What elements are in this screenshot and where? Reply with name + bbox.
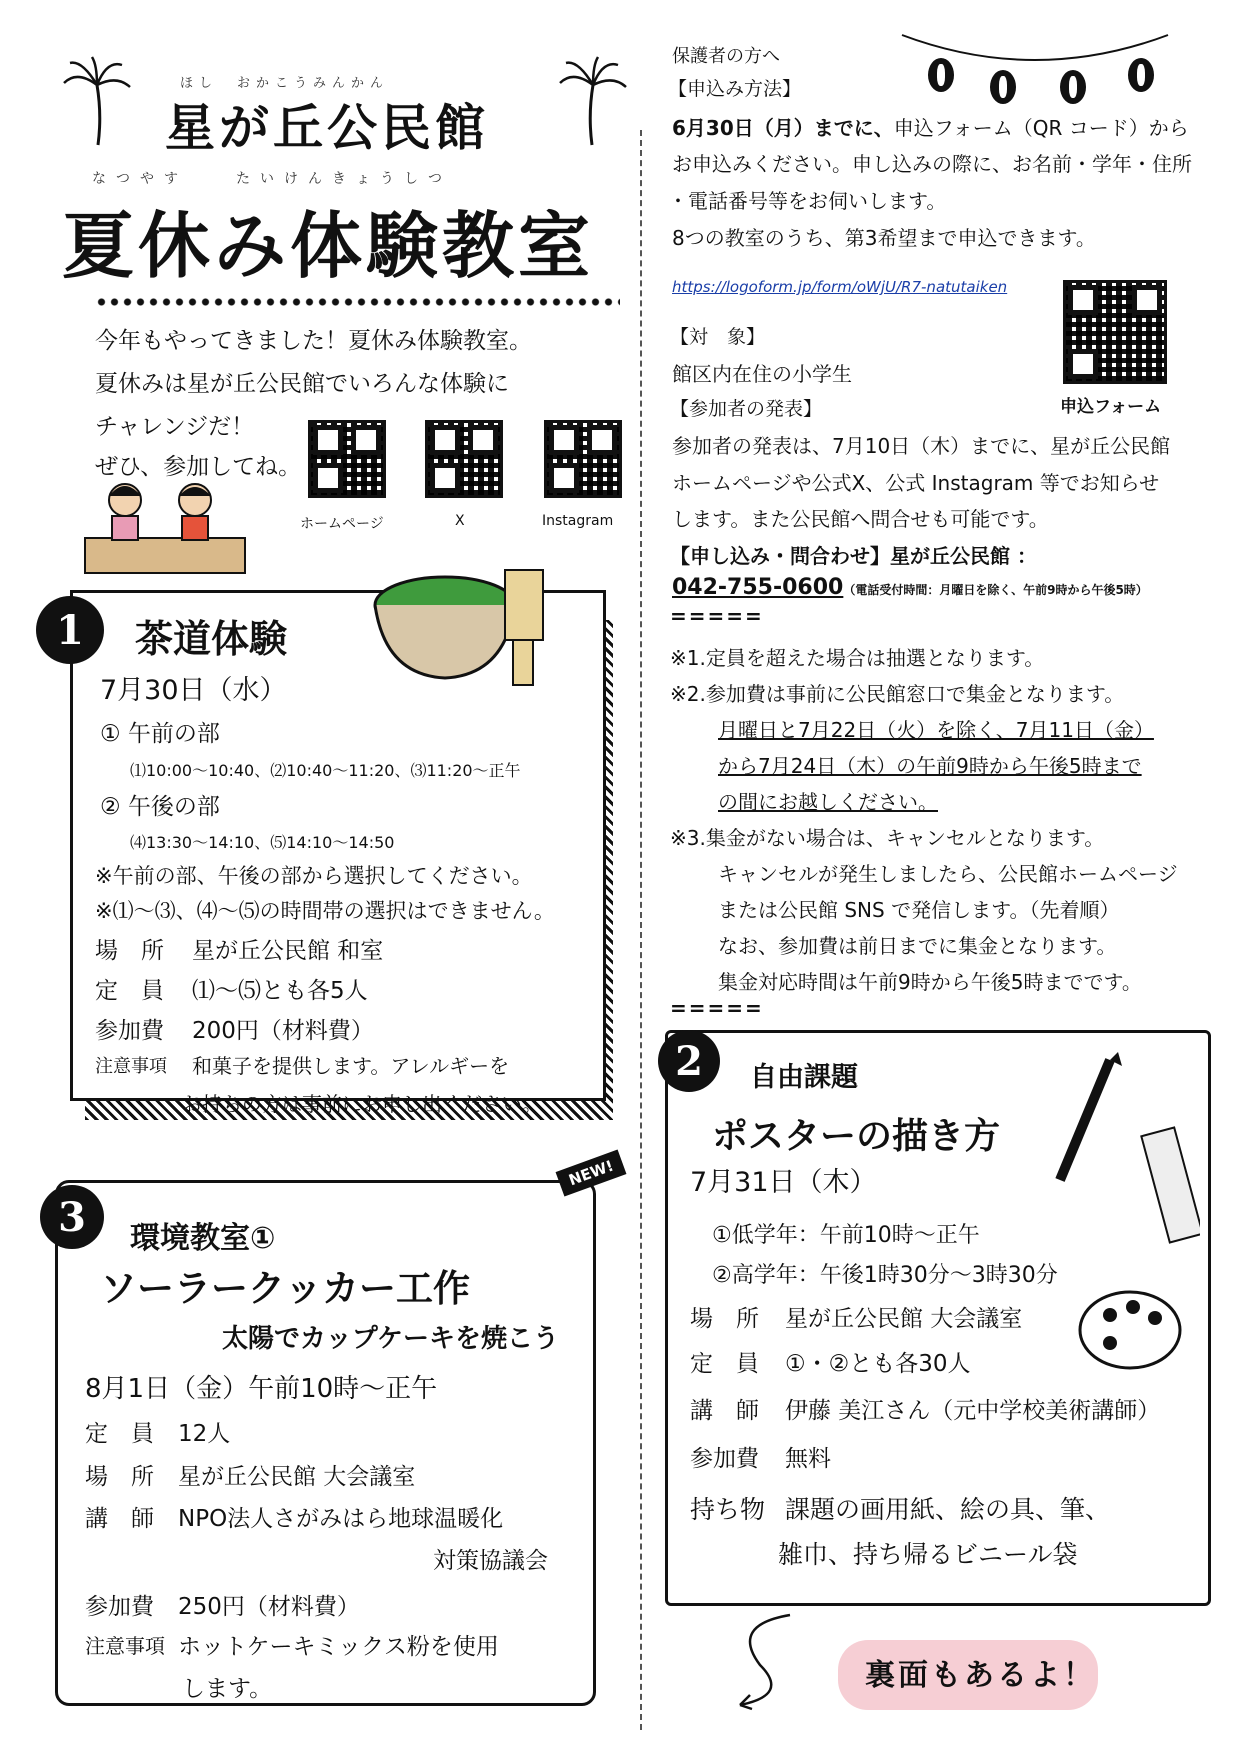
new-badge: NEW! (556, 1149, 627, 1196)
palm-tree-icon (62, 55, 132, 150)
note-item: なお、参加費は前日までに集金となります。 (718, 934, 1117, 958)
course-number-badge: 2 (658, 1030, 720, 1092)
note-item: ※2.参加費は事前に公民館窓口で集金となります。 (670, 682, 1125, 706)
course1-caution: 和菓子を提供します。アレルギーを (192, 1054, 510, 1078)
course3-tagline: 太陽でカップケーキを焼こう (222, 1324, 559, 1354)
instagram-qr-code[interactable] (544, 420, 622, 498)
course3-capacity: 12人 (178, 1421, 231, 1447)
section-divider: ===== (670, 604, 764, 628)
course1-date: 7月30日（水） (100, 675, 287, 706)
qr-label-x: X (455, 513, 465, 529)
course3-caution-label: 注意事項 (85, 1634, 165, 1658)
course1-part1: ① 午前の部 (100, 721, 220, 747)
paint-palette-icon (1075, 1285, 1185, 1375)
announce-heading: 【参加者の発表】 (670, 398, 823, 420)
announce-text: 参加者の発表は、7月10日（木）までに、星が丘公民館 (672, 434, 1171, 458)
note-item: 集金対応時間は午前9時から午後5時までです。 (718, 970, 1142, 994)
qr-label-form: 申込フォーム (1060, 397, 1162, 417)
course2-items: 課題の画用紙、絵の具、筆、 (785, 1495, 1111, 1524)
note-item: または公民館 SNS で発信します。（先着順） (718, 898, 1120, 922)
course3-fee-label: 参加費 (85, 1594, 154, 1620)
deadline: 6月30日（月）までに、 (672, 116, 894, 140)
course1-capacity: ⑴～⑸とも各5人 (192, 978, 368, 1004)
course1-title: 茶道体験 (135, 617, 288, 661)
course2-title: ポスターの描き方 (712, 1116, 1001, 1157)
to-parents: 保護者の方へ (672, 46, 780, 67)
course1-note: ※午前の部、午後の部から選択してください。 (95, 864, 533, 888)
course2-capacity-label: 定 員 (690, 1351, 759, 1377)
course2-items: 雑巾、持ち帰るビニール袋 (778, 1540, 1078, 1569)
course2-fee-label: 参加費 (690, 1446, 759, 1472)
page-title: 夏休み体験教室 (62, 204, 595, 288)
application-url-link[interactable]: https://logoform.jp/form/oWjU/R7-natutaiken (672, 278, 1008, 296)
intro-line: 夏休みは星が丘公民館でいろんな体験に (95, 371, 509, 397)
course1-part1-times: ⑴10:00～10:40、⑵10:40～11:20、⑶11:20～正午 (130, 761, 521, 780)
course1-caution-label: 注意事項 (95, 1056, 167, 1077)
announce-text: ホームページや公式X、公式 Instagram 等でお知らせ (672, 471, 1160, 495)
qr-label-homepage: ホームページ (300, 516, 384, 532)
target-heading: 【対 象】 (670, 326, 766, 348)
course2-teacher-label: 講 師 (690, 1398, 759, 1424)
note-item: ※1.定員を超えた場合は抽選となります。 (670, 646, 1045, 670)
course2-capacity: ①・②とも各30人 (785, 1351, 971, 1377)
course1-caution: お持ちの方は事前にお申し出ください。 (182, 1092, 542, 1116)
method-text: お申込みください。申し込みの際に、お名前・学年・住所 (672, 152, 1192, 176)
course3-caution: ホットケーキミックス粉を使用 (178, 1634, 499, 1660)
column-divider (640, 130, 642, 1730)
target: 館区内在住の小学生 (672, 362, 852, 386)
phone-hours: （電話受付時間：月曜日を除く、午前9時から午後5時） (843, 583, 1148, 597)
course3-title: ソーラークッカー工作 (100, 1267, 470, 1310)
venue-name: 星が丘公民館 (165, 99, 489, 157)
intro-line: チャレンジだ！ (95, 414, 255, 440)
method-heading: 【申込み方法】 (668, 78, 802, 100)
course1-place: 星が丘公民館 和室 (192, 938, 384, 964)
course1-capacity-label: 定 員 (95, 978, 164, 1004)
course3-date: 8月1日（金）午前10時～正午 (85, 1374, 438, 1404)
course1-place-label: 場 所 (95, 938, 164, 964)
course3-caution: します。 (182, 1676, 273, 1702)
course3-teacher: 対策協議会 (433, 1548, 548, 1574)
note-item: から7月24日（木）の午前9時から午後5時まで (718, 754, 1142, 778)
contact-phone[interactable]: 042-755-0600 (672, 575, 844, 600)
lantern-icon (990, 70, 1016, 104)
qr-label-instagram: Instagram (542, 513, 614, 529)
course-number-badge: 3 (40, 1185, 104, 1249)
method-text: ・電話番号等をお伺いします。 (668, 189, 947, 213)
course-number-badge: 1 (36, 596, 104, 664)
note-item: キャンセルが発生しましたら、公民館ホームページ (718, 862, 1178, 886)
announce-text: します。また公民館へ問合せも可能です。 (672, 507, 1049, 531)
lantern-icon (928, 58, 954, 92)
lantern-icon (1060, 70, 1086, 104)
course2-place-label: 場 所 (690, 1306, 759, 1332)
course1-note: ※⑴～⑶、⑷～⑸の時間帯の選択はできません。 (95, 899, 555, 923)
homepage-qr-code[interactable] (308, 420, 386, 498)
course2-teacher: 伊藤 美江さん（元中学校美術講師） (785, 1398, 1161, 1424)
title-ruby: なつやす たいけんきょうしつ (92, 171, 452, 187)
course3-capacity-label: 定 員 (85, 1421, 154, 1447)
section-divider: ===== (670, 996, 764, 1020)
children-illustration (80, 478, 250, 578)
method-text: 申込フォーム（QR コード）から (893, 116, 1189, 140)
intro-line: 今年もやってきました！夏休み体験教室。 (95, 328, 532, 354)
course1-fee-label: 参加費 (95, 1018, 164, 1044)
course1-fee: 200円（材料費） (192, 1018, 374, 1044)
contact-heading: 【申し込み・問合わせ】星が丘公民館 ： (670, 544, 1037, 568)
course1-part2-times: ⑷13:30～14:10、⑸14:10～14:50 (130, 833, 395, 852)
course2-slot: ①低学年：午前10時～正午 (712, 1223, 980, 1248)
course3-fee: 250円（材料費） (178, 1594, 360, 1620)
x-qr-code[interactable] (425, 420, 503, 498)
intro-line: ぜひ、参加してね。 (95, 454, 302, 480)
note-item: 月曜日と7月22日（火）を除く、7月11日（金） (718, 718, 1154, 742)
course2-slot: ②高学年：午後1時30分～3時30分 (712, 1263, 1058, 1288)
dotted-divider (95, 297, 620, 307)
course2-date: 7月31日（木） (690, 1167, 877, 1198)
course3-teacher: NPO法人さがみはら地球温暖化 (178, 1506, 504, 1532)
course2-fee: 無料 (785, 1446, 831, 1472)
note-item: の間にお越しください。 (718, 790, 938, 814)
course2-subtitle: 自由課題 (750, 1062, 858, 1093)
course3-subtitle: 環境教室① (130, 1221, 276, 1256)
course1-part2: ② 午後の部 (100, 794, 220, 820)
course2-items-label: 持ち物 (690, 1495, 766, 1524)
application-form-qr-code[interactable] (1063, 280, 1167, 384)
course3-place: 星が丘公民館 大会議室 (178, 1464, 416, 1490)
method-text: 8つの教室のうち、第3希望まで申込できます。 (672, 226, 1096, 250)
venue-ruby: ほし おかこうみんかん (180, 76, 390, 91)
paintbrush-icon (1040, 1050, 1200, 1250)
note-item: ※3.集金がない場合は、キャンセルとなります。 (670, 826, 1105, 850)
course3-teacher-label: 講 師 (85, 1506, 154, 1532)
lantern-icon (1128, 58, 1154, 92)
back-note: 裏面もあるよ！ (865, 1658, 1096, 1693)
matcha-bowl-icon (365, 560, 565, 690)
course2-place: 星が丘公民館 大会議室 (785, 1306, 1023, 1332)
course3-place-label: 場 所 (85, 1464, 154, 1490)
swirl-arrow-icon (720, 1605, 810, 1715)
palm-tree-icon (558, 55, 628, 150)
